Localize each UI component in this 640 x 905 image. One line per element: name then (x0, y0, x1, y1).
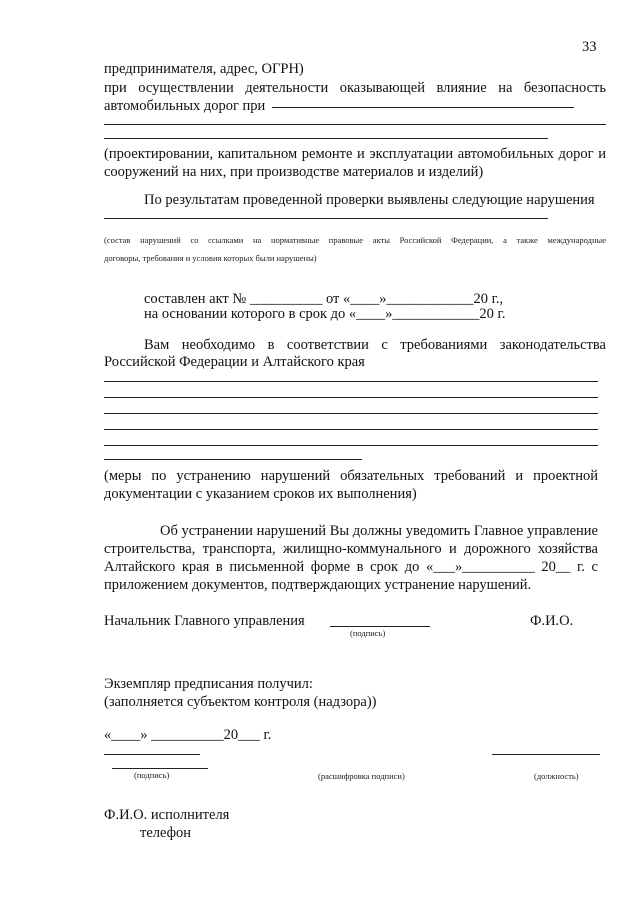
activity-note-line-2: сооружений на них, при производстве материалов и изделий) (104, 164, 484, 180)
notification-line-4: приложением документов, подтверждающих устранение нарушений. (104, 577, 532, 593)
requirements-line-1: Вам необходимо в соответствии с требованиями законодательства (144, 337, 606, 353)
executor-label: Ф.И.О. исполнителя (104, 807, 230, 823)
notification-line-1: Об устранении нарушений Вы должны уведомить Главное управление (160, 523, 598, 539)
violations-note-line-1: (состав нарушений со ссылками на нормативные правовые акты Российской Федерации, а также международные (104, 235, 606, 245)
activity-note-line-1: (проектировании, капитальном ремонте и эксплуатации автомобильных дорог и (104, 146, 606, 162)
requirements-blank-line-4 (104, 429, 598, 430)
notification-line-3: Алтайского края в письменной форме в срок до «___»__________ 20__ г. с (104, 559, 598, 575)
head-title: Начальник Главного управления (104, 613, 305, 629)
receipt-caption-decoding: (расшифровка подписи) (318, 771, 405, 781)
head-name: Ф.И.О. (530, 613, 574, 629)
violations-note-line-2: договоры, требования и условия которых были нарушены) (104, 253, 317, 263)
activity-blank-line-1 (272, 107, 574, 108)
receipt-caption-position: (должность) (534, 771, 579, 781)
intro-line-3: автомобильных дорог при (104, 98, 266, 114)
page-number: 33 (582, 39, 597, 55)
receipt-caption-signature: (подпись) (134, 770, 170, 780)
activity-blank-line-3 (104, 138, 548, 139)
executor-phone: телефон (140, 825, 192, 841)
requirements-blank-line-2 (104, 397, 598, 398)
act-line-1: составлен акт № __________ от «____»____________20 г., (144, 291, 504, 307)
requirements-blank-line-6 (104, 459, 362, 460)
receipt-signature-line (104, 754, 200, 755)
violations-blank-line (104, 218, 548, 219)
requirements-blank-line-5 (104, 445, 598, 446)
requirements-note-line-2: документации с указанием сроков их выполнения) (104, 486, 417, 502)
notification-line-2: строительства, транспорта, жилищно-коммунального и дорожного хозяйства (104, 541, 598, 557)
receipt-position-line (492, 754, 600, 755)
receipt-line-1: Экземпляр предписания получил: (104, 676, 313, 692)
intro-line-2: при осуществлении деятельности оказывающей влияние на безопасность (104, 80, 606, 96)
head-signature-caption: (подпись) (350, 628, 386, 638)
requirements-blank-line-3 (104, 413, 598, 414)
receipt-date: «____» __________20___ г. (104, 727, 272, 743)
receipt-line-2: (заполняется субъектом контроля (надзора)) (104, 694, 377, 710)
violations-heading: По результатам проведенной проверки выявлены следующие нарушения (144, 192, 595, 208)
intro-line-1: предпринимателя, адрес, ОГРН) (104, 61, 304, 77)
requirements-blank-line-1 (104, 381, 598, 382)
act-line-2: на основании которого в срок до «____»____________20 г. (144, 306, 506, 322)
requirements-line-2: Российской Федерации и Алтайского края (104, 354, 365, 370)
activity-blank-line-2 (104, 124, 606, 125)
requirements-note-line-1: (меры по устранению нарушений обязательных требований и проектной (104, 468, 598, 484)
